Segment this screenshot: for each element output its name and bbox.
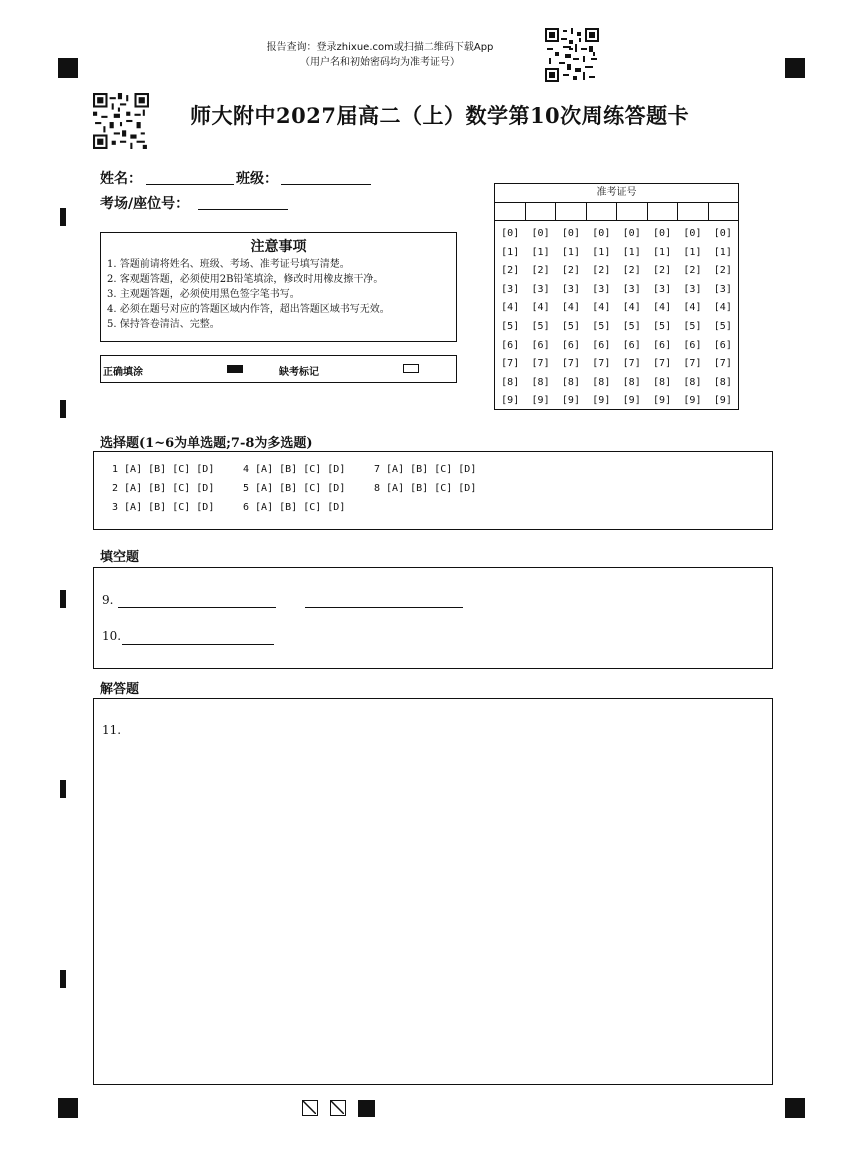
absent-mark-checkbox[interactable] <box>403 364 419 373</box>
choice-question-6[interactable]: 6 [A] [B] [C] [D] <box>243 502 346 513</box>
exam-number-bubble[interactable]: [8] <box>622 376 641 388</box>
exam-number-bubble[interactable]: [3] <box>561 283 580 295</box>
notice-item: 3. 主观题答题，必须使用黑色签字笔书写。 <box>107 289 300 300</box>
qr-code-top <box>545 28 599 82</box>
choice-question-1[interactable]: 1 [A] [B] [C] [D] <box>112 464 215 475</box>
exam-number-bubble[interactable]: [0] <box>592 228 611 239</box>
exam-number-bubble[interactable]: [8] <box>561 376 580 388</box>
exam-number-bubble[interactable]: [8] <box>683 376 702 388</box>
exam-number-bubble[interactable]: [9] <box>653 395 672 407</box>
exam-number-bubble[interactable]: [1] <box>561 246 580 258</box>
exam-number-column <box>525 225 555 411</box>
exam-number-bubble[interactable]: [3] <box>501 283 520 295</box>
page-code-box-hatched <box>302 1100 318 1116</box>
exam-number-bubble[interactable]: [2] <box>683 265 702 277</box>
exam-number-bubble[interactable]: [4] <box>561 302 580 314</box>
exam-number-bubble[interactable]: [2] <box>622 265 641 277</box>
report-query-note <box>230 40 530 70</box>
exam-number-column <box>708 225 738 411</box>
absent-mark-label: 缺考标记 <box>279 367 319 378</box>
exam-number-bubble[interactable]: [6] <box>653 339 672 351</box>
exam-number-bubble[interactable]: [9] <box>683 395 702 407</box>
exam-number-bubble[interactable]: [1] <box>501 246 520 258</box>
fill-blank-box <box>93 567 773 669</box>
exam-number-bubble[interactable]: [2] <box>713 265 732 277</box>
notice-item: 1. 答题前请将姓名、班级、考场、准考证号填写清楚。 <box>107 259 350 270</box>
exam-number-bubble[interactable]: [2] <box>592 265 611 277</box>
exam-number-bubble[interactable]: [8] <box>592 376 611 388</box>
exam-number-bubble[interactable]: [0] <box>501 228 520 239</box>
exam-number-bubble[interactable]: [0] <box>683 228 702 239</box>
registration-mark-bottom-right <box>785 1098 805 1118</box>
page-code-box-filled <box>358 1100 375 1117</box>
exam-number-column <box>495 225 525 411</box>
exam-number-bubble[interactable]: [4] <box>622 302 641 314</box>
exam-number-bubble[interactable]: [8] <box>531 376 550 388</box>
exam-number-column <box>617 225 647 411</box>
name-label: 姓名： <box>100 171 142 187</box>
choice-question-4[interactable]: 4 [A] [B] [C] [D] <box>243 464 346 475</box>
choice-section-title: 选择题(1~6为单选题;7-8为多选题) <box>100 436 313 451</box>
fill-blank-section-title: 填空题 <box>100 550 140 565</box>
exam-number-bubble[interactable]: [8] <box>653 376 672 388</box>
notice-item: 4. 必须在题号对应的答题区域内作答，超出答题区域书写无效。 <box>107 304 390 315</box>
exam-number-bubble[interactable]: [6] <box>561 339 580 351</box>
side-timing-mark <box>60 970 66 988</box>
registration-mark-top-left <box>58 58 78 78</box>
exam-number-write-row[interactable] <box>495 203 738 221</box>
exam-number-bubble[interactable]: [3] <box>713 283 732 295</box>
notice-box <box>100 232 457 342</box>
exam-number-bubble[interactable]: [4] <box>683 302 702 314</box>
exam-number-bubble[interactable]: [4] <box>531 302 550 314</box>
exam-number-bubble[interactable]: [7] <box>531 358 550 370</box>
exam-number-bubble[interactable]: [5] <box>653 320 672 332</box>
notice-item: 5. 保持答卷清洁、完整。 <box>107 319 220 330</box>
exam-number-bubble[interactable]: [7] <box>561 358 580 370</box>
notice-item: 2. 客观题答题，必须使用2B铅笔填涂，修改时用橡皮擦干净。 <box>107 274 384 285</box>
exam-number-bubble[interactable]: [9] <box>713 395 732 407</box>
exam-number-bubble[interactable]: [3] <box>592 283 611 295</box>
question-9-blank-2[interactable] <box>305 607 463 608</box>
exam-number-bubble[interactable]: [1] <box>683 246 702 258</box>
exam-number-bubble[interactable]: [3] <box>531 283 550 295</box>
choice-question-5[interactable]: 5 [A] [B] [C] [D] <box>243 483 346 494</box>
correct-fill-label: 正确填涂 <box>103 367 143 378</box>
page-title: 师大附中2027届高二（上）数学第10次周练答题卡 <box>190 103 690 128</box>
exam-number-bubble[interactable]: [0] <box>531 228 550 239</box>
exam-number-bubble[interactable]: [0] <box>713 228 732 239</box>
choice-question-2[interactable]: 2 [A] [B] [C] [D] <box>112 483 215 494</box>
exam-number-column <box>647 225 677 411</box>
question-10-blank[interactable] <box>122 644 274 645</box>
exam-number-bubble[interactable]: [9] <box>501 395 520 407</box>
exam-number-bubble[interactable]: [5] <box>501 320 520 332</box>
exam-number-bubble[interactable]: [8] <box>713 376 732 388</box>
exam-number-bubble[interactable]: [1] <box>592 246 611 258</box>
choice-question-3[interactable]: 3 [A] [B] [C] [D] <box>112 502 215 513</box>
seat-field[interactable] <box>198 209 288 210</box>
exam-number-bubble[interactable]: [3] <box>622 283 641 295</box>
class-field[interactable] <box>281 184 371 185</box>
exam-number-bubble[interactable]: [1] <box>653 246 672 258</box>
exam-number-column <box>677 225 707 411</box>
name-field[interactable] <box>146 184 234 185</box>
report-query-line2: （用户名和初始密码均为准考证号） <box>300 57 460 68</box>
choice-question-8[interactable]: 8 [A] [B] [C] [D] <box>374 483 477 494</box>
exam-number-bubble[interactable]: [4] <box>713 302 732 314</box>
choice-box <box>93 451 773 530</box>
exam-number-bubble[interactable]: [9] <box>592 395 611 407</box>
exam-number-bubble[interactable]: [6] <box>531 339 550 351</box>
exam-number-bubble[interactable]: [1] <box>622 246 641 258</box>
correct-fill-sample <box>227 365 243 373</box>
exam-number-bubble[interactable]: [0] <box>653 228 672 239</box>
exam-number-bubble[interactable]: [9] <box>622 395 641 407</box>
exam-number-bubble[interactable]: [8] <box>501 376 520 388</box>
fill-legend-box <box>100 355 457 383</box>
exam-number-bubble[interactable]: [5] <box>592 320 611 332</box>
exam-number-bubble[interactable]: [7] <box>653 358 672 370</box>
exam-number-bubble[interactable]: [7] <box>501 358 520 370</box>
side-timing-mark <box>60 780 66 798</box>
exam-number-bubble[interactable]: [0] <box>561 228 580 239</box>
exam-number-bubble[interactable]: [5] <box>622 320 641 332</box>
exam-number-bubble[interactable]: [2] <box>561 265 580 277</box>
exam-number-bubble[interactable]: [7] <box>592 358 611 370</box>
exam-number-bubble[interactable]: [1] <box>531 246 550 258</box>
side-timing-mark <box>60 400 66 418</box>
answer-box[interactable] <box>93 698 773 1085</box>
exam-number-bubble[interactable]: [2] <box>501 265 520 277</box>
exam-number-bubble[interactable]: [7] <box>622 358 641 370</box>
exam-number-grid <box>494 183 739 410</box>
exam-number-bubble[interactable]: [4] <box>653 302 672 314</box>
exam-number-bubble[interactable]: [6] <box>622 339 641 351</box>
exam-number-bubble[interactable]: [5] <box>683 320 702 332</box>
question-10-label: 10. <box>102 629 122 643</box>
exam-number-bubble[interactable]: [9] <box>561 395 580 407</box>
exam-number-bubble[interactable]: [6] <box>683 339 702 351</box>
qr-code-title <box>93 93 149 149</box>
question-11-label: 11. <box>102 723 122 737</box>
exam-number-title: 准考证号 <box>495 184 738 203</box>
notice-title: 注意事项 <box>250 239 307 255</box>
exam-number-bubble[interactable]: [6] <box>592 339 611 351</box>
exam-number-bubble[interactable]: [1] <box>713 246 732 258</box>
exam-number-bubble[interactable]: [3] <box>653 283 672 295</box>
class-label: 班级： <box>236 171 278 187</box>
exam-number-column <box>586 225 616 411</box>
page-code-box-hatched <box>330 1100 346 1116</box>
question-9-blank-1[interactable] <box>118 607 276 608</box>
registration-mark-bottom-left <box>58 1098 78 1118</box>
registration-mark-top-right <box>785 58 805 78</box>
exam-number-bubble[interactable]: [4] <box>592 302 611 314</box>
side-timing-mark <box>60 208 66 226</box>
exam-number-column <box>556 225 586 411</box>
question-9-label: 9. <box>102 593 114 607</box>
answer-section-title: 解答题 <box>100 682 140 697</box>
exam-number-bubble[interactable]: [7] <box>713 358 732 370</box>
exam-number-bubble[interactable]: [6] <box>501 339 520 351</box>
exam-number-bubble[interactable]: [2] <box>653 265 672 277</box>
side-timing-mark <box>60 590 66 608</box>
exam-number-bubble[interactable]: [6] <box>713 339 732 351</box>
exam-number-bubble[interactable]: [0] <box>622 228 641 239</box>
exam-number-bubble[interactable]: [5] <box>531 320 550 332</box>
exam-number-bubble[interactable]: [2] <box>531 265 550 277</box>
choice-question-7[interactable]: 7 [A] [B] [C] [D] <box>374 464 477 475</box>
report-query-line1: 报告查询：登录zhixue.com或扫描二维码下载App <box>266 42 494 53</box>
exam-number-bubble[interactable]: [7] <box>683 358 702 370</box>
exam-number-bubble[interactable]: [5] <box>561 320 580 332</box>
exam-number-bubble[interactable]: [4] <box>501 302 520 314</box>
exam-number-bubble[interactable]: [9] <box>531 395 550 407</box>
exam-number-bubble[interactable]: [5] <box>713 320 732 332</box>
seat-label: 考场/座位号： <box>100 196 190 212</box>
exam-number-bubble[interactable]: [3] <box>683 283 702 295</box>
exam-number-bubbles <box>495 221 738 411</box>
